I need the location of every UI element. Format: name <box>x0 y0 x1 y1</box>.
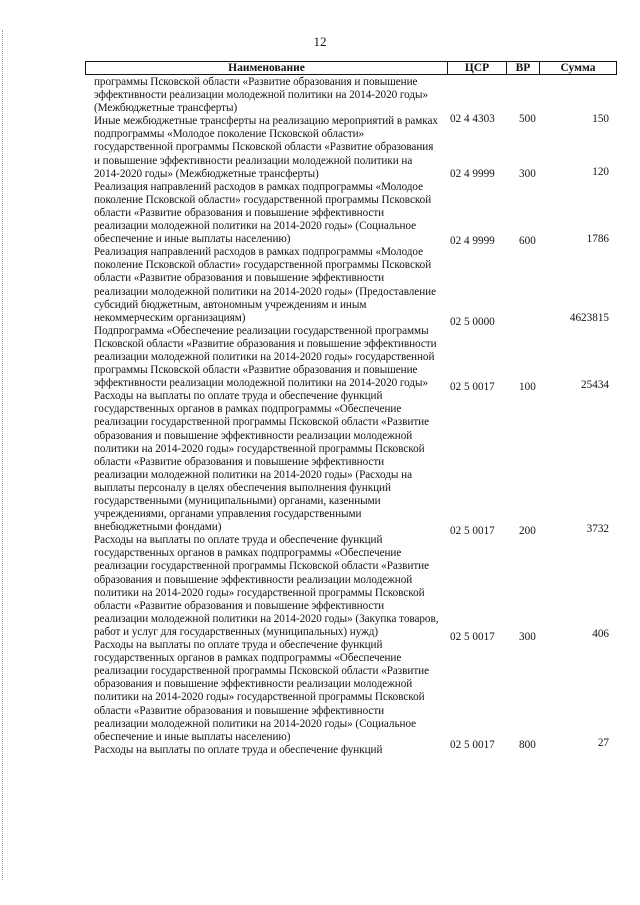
row-vr: 200 <box>519 525 536 538</box>
row-csr: 02 5 0017 <box>450 738 495 751</box>
row-csr: 02 5 0017 <box>450 631 495 644</box>
row-sum: 27 <box>597 736 609 749</box>
row-sum: 150 <box>592 113 609 126</box>
header-name: Наименование <box>86 62 448 74</box>
row-csr: 02 4 9999 <box>450 235 495 248</box>
row-csr: 02 5 0017 <box>450 525 495 538</box>
table-row <box>0 628 640 744</box>
row-sum: 4623815 <box>569 311 609 324</box>
row-name: программы Псковской области «Развитие образования и повышение эффективности реализации молодежной политики на 2014-2020 годы» (Межбюджетные трансферты) <box>94 76 429 115</box>
row-sum: 3732 <box>586 523 609 536</box>
row-name: Реализация направлений расходов в рамках подпрограммы «Молодое поколение Псковской области» государственной программы Псковской области «Развитие образования и повышение эффективности реализации молодежной политики на 2014-2020 годы» (Предоставление субсидий бюджетным, автономным учреждениям и иным некоммерческим организациям) <box>94 246 437 324</box>
header-vr: ВР <box>507 62 540 74</box>
row-sum: 120 <box>592 165 609 178</box>
row-vr: 300 <box>519 631 536 644</box>
row-name: Расходы на выплаты по оплате труда и обеспечение функций государственных органов в рамках подпрограммы «Обеспечение реализации государственной программы Псковской области «Развитие образования и повышение эффективности реализации молодежной политики на 2014-2020 годы» государственной программы Псковской области «Развитие образования и повышение эффективности реализации молодежной политики на 2014-2020 годы» (Социальное обеспечение и иные выплаты населению) <box>94 639 430 743</box>
table-row <box>0 379 640 534</box>
row-name: Расходы на выплаты по оплате труда и обеспечение функций <box>94 743 383 756</box>
header-sum: Сумма <box>560 62 596 74</box>
row-csr: 02 5 0000 <box>450 315 495 328</box>
row-vr: 300 <box>519 167 536 180</box>
page-number: 12 <box>313 34 327 49</box>
table-body <box>0 76 640 757</box>
table-row <box>0 76 640 115</box>
row-vr: 600 <box>519 235 536 248</box>
row-name: Иные межбюджетные трансферты на реализацию мероприятий в рамках подпрограммы «Молодое поколение Псковской области» государственной программы Псковской области «Развитие образования и повышение эффективности реализации молодежной политики на 2014-2020 годы» (Межбюджетные трансферты) <box>94 115 438 180</box>
row-csr: 02 5 0017 <box>450 381 495 394</box>
header-csr: ЦСР <box>448 62 507 74</box>
row-name: Расходы на выплаты по оплате труда и обеспечение функций государственных органов в рамках подпрограммы «Обеспечение реализации государственной программы Псковской области «Развитие образования и повышение эффективности реализации молодежной политики на 2014-2020 годы» государственной программы Псковской области «Развитие образования и повышение эффективности реализации молодежной политики на 2014-2020 годы» (Закупка товаров, работ и услуг для государственных (муниципальных) нужд) <box>94 534 439 638</box>
row-vr: 500 <box>519 113 536 126</box>
row-sum: 406 <box>592 628 609 641</box>
table-row <box>0 736 640 757</box>
row-vr: 800 <box>519 738 536 751</box>
row-name: Расходы на выплаты по оплате труда и обеспечение функций государственных органов в рамках подпрограммы «Обеспечение реализации государственной программы Псковской области «Развитие образования и повышение эффективности реализации молодежной политики на 2014-2020 годы» государственной программы Псковской области «Развитие образования и повышение эффективности реализации молодежной политики на 2014-2020 годы» (Расходы на выплаты персоналу в целях обеспечения выполнения функций государственными (муниципальными) органами, казенными учреждениями, органами управления государственными внебюджетными фондами) <box>94 390 430 534</box>
row-sum: 1786 <box>586 233 609 246</box>
table-header <box>85 61 617 75</box>
row-name: Реализация направлений расходов в рамках подпрограммы «Молодое поколение Псковской области» государственной программы Псковской области «Развитие образования и повышение эффективности реализации молодежной политики на 2014-2020 годы» (Социальное обеспечение и иные выплаты населению) <box>94 180 432 246</box>
row-sum: 25434 <box>581 379 609 392</box>
row-name: Подпрограмма «Обеспечение реализации государственной программы Псковской области «Развитие образования и повышение эффективности реализации молодежной политики на 2014-2020 годы» государственной программы Псковской области «Развитие образования и повышение эффективности реализации молодежной политики на 2014-2020 годы» <box>94 324 437 390</box>
row-vr: 100 <box>519 381 536 394</box>
row-csr: 02 4 9999 <box>450 167 495 180</box>
table-row <box>0 523 640 639</box>
row-csr: 02 4 4303 <box>450 113 495 126</box>
